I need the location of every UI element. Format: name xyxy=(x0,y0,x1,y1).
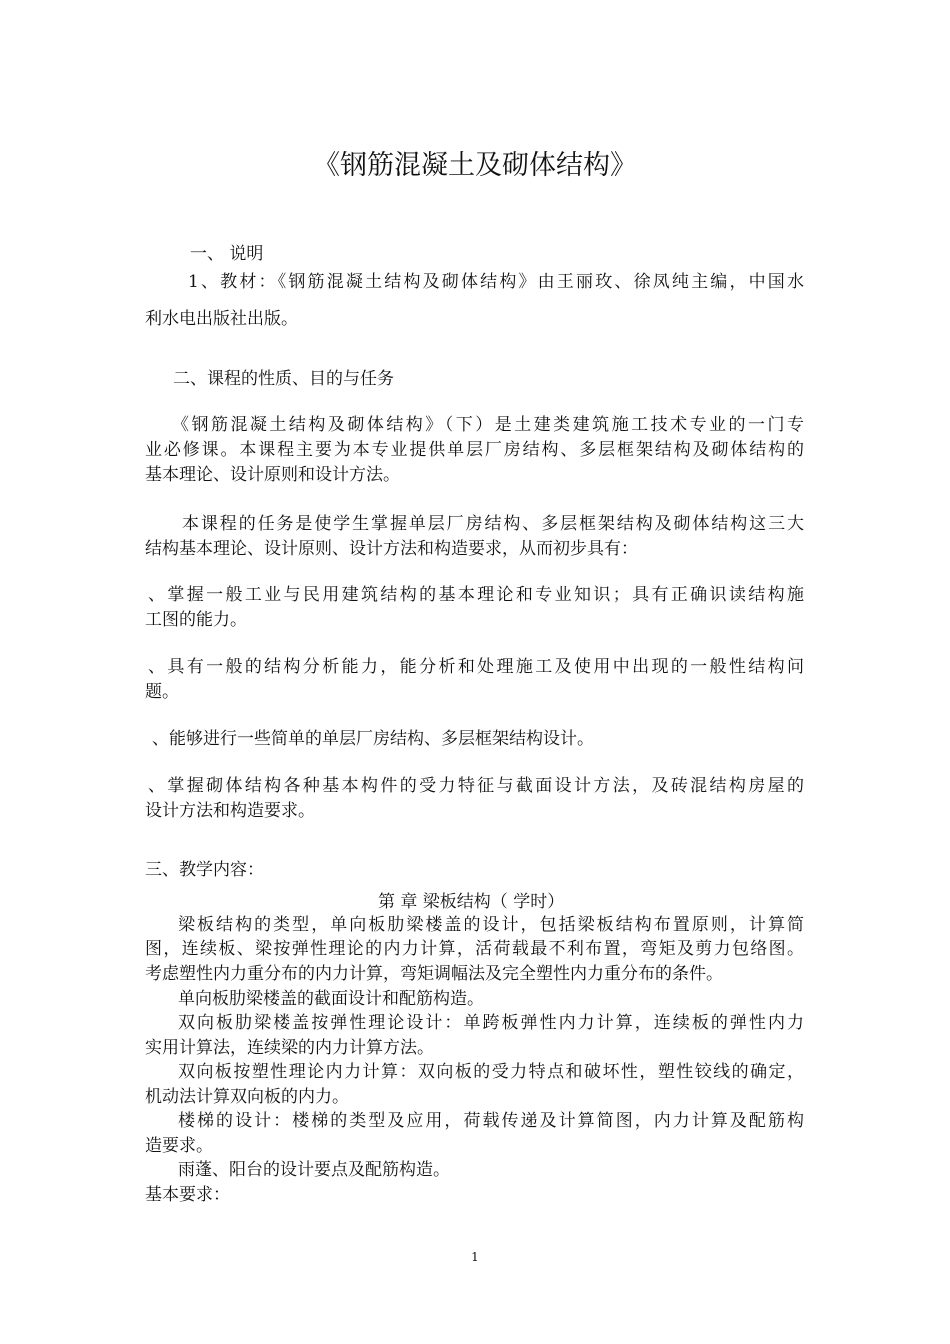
section1-heading: 一、 说明 xyxy=(190,244,264,264)
section1-item1-line2: 利水电出版社出版。 xyxy=(145,309,298,329)
bullet1-line2: 工图的能力。 xyxy=(145,610,247,630)
chapter-heading: 第 章 梁板结构（ 学时） xyxy=(378,892,565,912)
content-line-4: 单向板肋梁楼盖的截面设计和配筋构造。 xyxy=(178,989,484,1009)
content-line-3: 考虑塑性内力重分布的内力计算，弯矩调幅法及完全塑性内力重分布的条件。 xyxy=(145,964,723,984)
section2-p1-line1: 《钢筋混凝土结构及砌体结构》（下）是土建类建筑施工技术专业的一门专 xyxy=(172,415,804,435)
content-line-10: 造要求。 xyxy=(145,1136,213,1156)
section2-heading: 二、课程的性质、目的与任务 xyxy=(173,369,394,389)
content-line-7: 双向板按塑性理论内力计算：双向板的受力特点和破坏性，塑性铰线的确定， xyxy=(178,1062,804,1082)
bullet4-line1: 、掌握砌体结构各种基本构件的受力特征与截面设计方法，及砖混结构房屋的 xyxy=(148,776,804,796)
section2-p2-line2: 结构基本理论、设计原则、设计方法和构造要求，从而初步具有： xyxy=(145,539,638,559)
content-line-9: 楼梯的设计：楼梯的类型及应用，荷载传递及计算简图，内力计算及配筋构 xyxy=(178,1111,804,1131)
content-line-8: 机动法计算双向板的内力。 xyxy=(145,1087,349,1107)
content-line-11: 雨蓬、阳台的设计要点及配筋构造。 xyxy=(178,1160,450,1180)
content-line-2: 图，连续板、梁按弹性理论的内力计算，活荷载最不利布置，弯矩及剪力包络图。 xyxy=(145,939,804,959)
bullet2-line1: 、具有一般的结构分析能力，能分析和处理施工及使用中出现的一般性结构问 xyxy=(148,657,804,677)
bullet3: 、能够进行一些简单的单层厂房结构、多层框架结构设计。 xyxy=(152,729,594,749)
content-line-12: 基本要求： xyxy=(145,1185,230,1205)
bullet4-line2: 设计方法和构造要求。 xyxy=(145,801,315,821)
page-number: 1 xyxy=(471,1250,479,1264)
content-line-6: 实用计算法，连续梁的内力计算方法。 xyxy=(145,1038,434,1058)
content-line-1: 梁板结构的类型，单向板肋梁楼盖的设计，包括梁板结构布置原则，计算简 xyxy=(178,915,804,935)
bullet1-line1: 、掌握一般工业与民用建筑结构的基本理论和专业知识；具有正确识读结构施 xyxy=(148,585,804,605)
section1-item1-line1: 1、教材：《钢筋混凝土结构及砌体结构》由王丽玫、徐凤纯主编，中国水 xyxy=(188,272,804,292)
section2-p1-line3: 基本理论、设计原则和设计方法。 xyxy=(145,465,400,485)
section3-heading: 三、教学内容： xyxy=(145,860,264,880)
section2-p2-line1: 本课程的任务是使学生掌握单层厂房结构、多层框架结构及砌体结构这三大 xyxy=(182,514,804,534)
bullet2-line2: 题。 xyxy=(145,682,179,702)
content-line-5: 双向板肋梁楼盖按弹性理论设计：单跨板弹性内力计算，连续板的弹性内力 xyxy=(178,1013,804,1033)
section2-p1-line2: 业必修课。本课程主要为本专业提供单层厂房结构、多层框架结构及砌体结构的 xyxy=(145,440,804,460)
page-title: 《钢筋混凝土及砌体结构》 xyxy=(313,150,637,181)
